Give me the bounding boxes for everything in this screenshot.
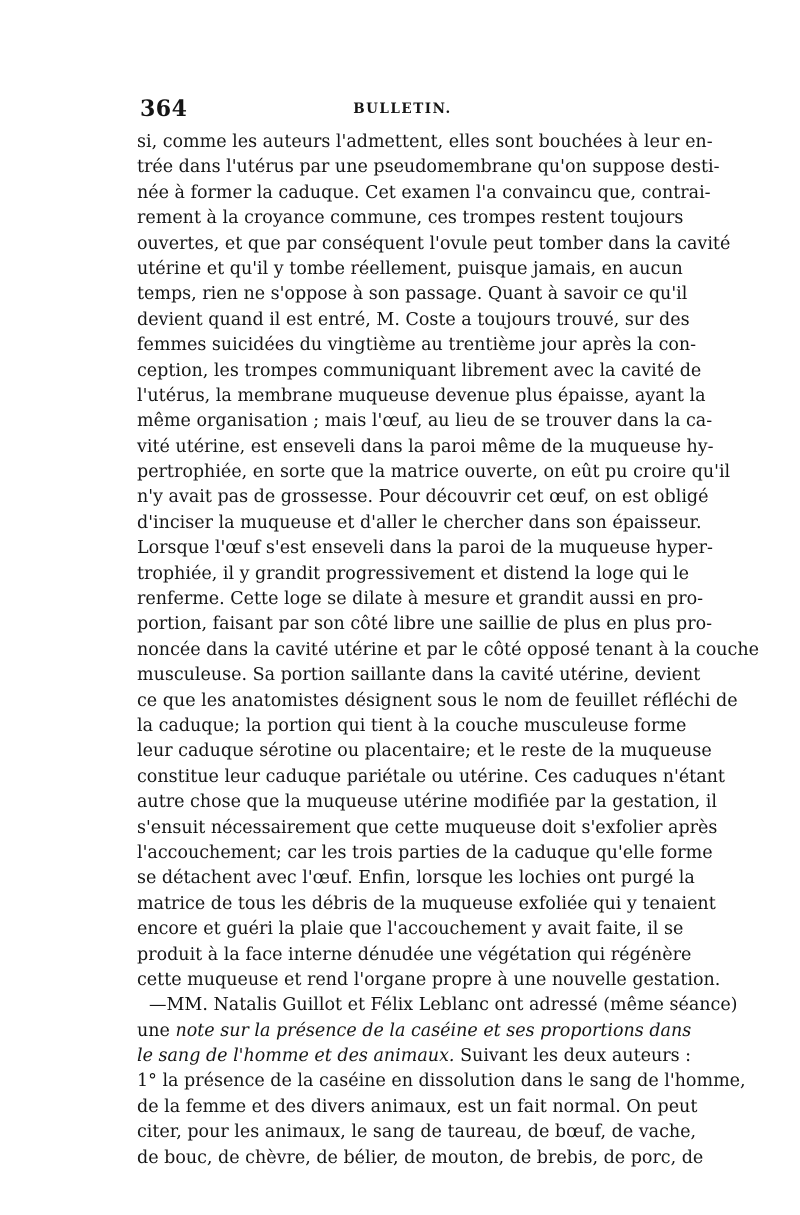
text-run: Suivant les deux auteurs : [454, 1046, 692, 1067]
text-line: d'inciser la muqueuse et d'aller le chercher dans son épaisseur. [137, 512, 702, 533]
text-line: Lorsque l'œuf s'est enseveli dans la paroi de la muqueuse hyper- [137, 538, 713, 559]
text-line: leur caduque sérotine ou placentaire; et le reste de la muqueuse [137, 741, 712, 762]
note-paragraph [137, 993, 746, 1171]
text-line: matrice de tous les débris de la muqueuse exfoliée qui y tenaient [137, 893, 716, 914]
text-line: —MM. Natalis Guillot et Félix Leblanc ont adressé (même séance) [149, 995, 738, 1016]
page-number: 364 [140, 96, 188, 122]
text-line: de la femme et des divers animaux, est un fait normal. On peut [137, 1096, 698, 1117]
text-line: pertrophiée, en sorte que la matrice ouverte, on eût pu croire qu'il [137, 462, 731, 483]
text-line: si, comme les auteurs l'admettent, elles sont bouchées à leur en- [137, 132, 713, 152]
text-line: rement à la croyance commune, ces trompes restent toujours [137, 208, 684, 229]
text-line: utérine et qu'il y tombe réellement, puisque jamais, en aucun [137, 258, 683, 279]
text-line: 1° la présence de la caséine en dissolution dans le sang de l'homme, [137, 1071, 746, 1092]
page-header [140, 96, 665, 126]
text-line: cette muqueuse et rend l'organe propre à une nouvelle gestation. [137, 969, 721, 990]
running-title: BULLETIN. [353, 101, 452, 117]
text-line: constitue leur caduque pariétale ou utérine. Ces caduques n'étant [137, 766, 725, 787]
text-line: temps, rien ne s'oppose à son passage. Quant à savoir ce qu'il [137, 284, 688, 305]
text-line: musculeuse. Sa portion saillante dans la cavité utérine, devient [137, 665, 701, 686]
text-line: citer, pour les animaux, le sang de taureau, de bœuf, de vache, [137, 1122, 697, 1143]
main-paragraph [137, 130, 759, 993]
text-line: ce que les anatomistes désignent sous le nom de feuillet réfléchi de [137, 690, 738, 711]
text-line: femmes suicidées du vingtième au trentième jour après la con- [137, 335, 697, 356]
italic-title-run: note sur la présence de la caséine et ses proportions dans [175, 1020, 692, 1041]
text-line: devient quand il est entré, M. Coste a toujours trouvé, sur des [137, 309, 690, 330]
text-line: trophiée, il y grandit progressivement et distend la loge qui le [137, 563, 689, 584]
text-line: l'utérus, la membrane muqueuse devenue plus épaisse, ayant la [137, 385, 706, 406]
text-line: ception, les trompes communiquant librement avec la cavité de [137, 360, 702, 381]
text-run: une [137, 1020, 176, 1041]
text-line: même organisation ; mais l'œuf, au lieu de se trouver dans la ca- [137, 411, 713, 432]
text-line: noncée dans la cavité utérine et par le côté opposé tenant à la couche [137, 639, 759, 660]
text-line: trée dans l'utérus par une pseudomembrane qu'on suppose desti- [137, 157, 720, 178]
text-line: portion, faisant par son côté libre une saillie de plus en plus pro- [137, 614, 713, 635]
text-line: produit à la face interne dénudée une végétation qui régénère [137, 944, 692, 965]
text-line [137, 1019, 692, 1044]
text-line: autre chose que la muqueuse utérine modifiée par la gestation, il [137, 792, 717, 813]
text-line: vité utérine, est enseveli dans la paroi même de la muqueuse hy- [137, 436, 714, 457]
text-line: née à former la caduque. Cet examen l'a convaincu que, contrai- [137, 182, 711, 203]
text-line: renferme. Cette loge se dilate à mesure et grandit aussi en pro- [137, 589, 704, 610]
text-line: la caduque; la portion qui tient à la couche musculeuse forme [137, 715, 687, 736]
body-text [137, 130, 759, 1171]
text-line: se détachent avec l'œuf. Enfin, lorsque les lochies ont purgé la [137, 868, 695, 889]
text-line: ouvertes, et que par conséquent l'ovule peut tomber dans la cavité [137, 233, 731, 254]
text-line: encore et guéri la plaie que l'accouchement y avait faite, il se [137, 919, 684, 940]
text-line: de bouc, de chèvre, de bélier, de mouton, de brebis, de porc, de [137, 1147, 704, 1168]
text-line: l'accouchement; car les trois parties de la caduque qu'elle forme [137, 842, 713, 863]
text-line: s'ensuit nécessairement que cette muqueuse doit s'exfolier après [137, 817, 718, 838]
italic-title-run: le sang de l'homme et des animaux. [137, 1046, 455, 1067]
text-line: n'y avait pas de grossesse. Pour découvrir cet œuf, on est obligé [137, 487, 709, 508]
text-line [137, 1044, 692, 1069]
